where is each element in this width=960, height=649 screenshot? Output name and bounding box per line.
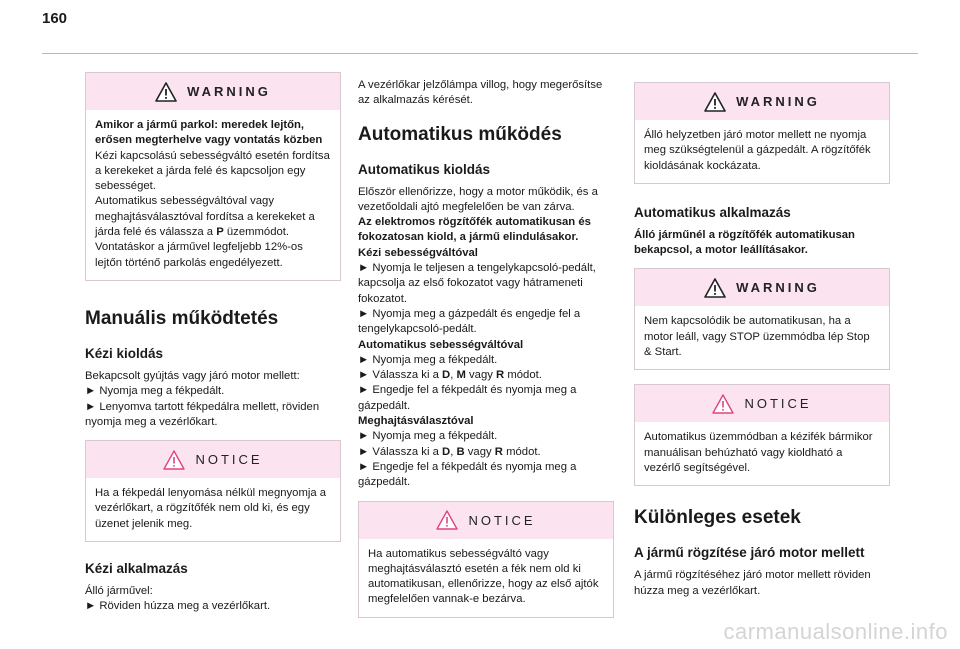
notice-box-auto-release (358, 501, 614, 618)
notice-box-release (85, 440, 341, 542)
manual-gearbox-steps: ► Nyomja le teljesen a tengelykapcsoló-pedált, kapcsolja az első fokozatot vagy hátrameneti fokozatot. ► Nyomja meg a gázpedált és engedje fel a tengelykapcsoló-pedált. (358, 262, 596, 336)
watermark: carmanualsonline.info (723, 619, 948, 644)
subsection-title-manual-release: Kézi kioldás (85, 345, 164, 361)
section-title-manual: Manuális működtetés (85, 307, 279, 329)
auto-apply-bold: Álló járműnél a rögzítőfék automatikusan bekapcsol, a motor leállításakor. (634, 228, 855, 257)
header-divider (42, 53, 918, 54)
notice-icon (163, 450, 185, 470)
warning-header (86, 73, 340, 110)
notice-text: Ha a fékpedál lenyomása nélkül megnyomja a vezérlőkart, a rögzítőfék nem old ki, és egy üzenet jelenik meg. (95, 487, 327, 530)
warning-box-stop-start (634, 268, 890, 370)
warning-text: Nem kapcsolódik be automatikusan, ha a motor leáll, vagy STOP üzemmódba lép Stop & Start. (644, 315, 870, 359)
notice-text: Ha automatikus sebességváltó vagy meghajtásválasztó esetén a fék nem old ki automatikusan, ellenőrizze, hogy az első ajtók megfelelően vannak-e bezárva. (368, 547, 599, 606)
section-title-special: Különleges esetek (634, 507, 801, 529)
subsection-title-manual-apply: Kézi alkalmazás (85, 561, 188, 577)
subsection-title-auto-apply: Automatikus alkalmazás (634, 204, 791, 220)
warning-lead: Amikor a jármű parkol: meredek lejtőn, erősen megterhelve vagy vontatás közben (95, 119, 323, 147)
notice-title: NOTICE (468, 512, 536, 528)
warning-text-manual: Kézi kapcsolású sebességváltó esetén fordítsa a kerekeket a járda felé és kapcsoljon egy sebességet. (95, 149, 330, 193)
auto-gearbox-heading: Automatikus sebességváltóval (358, 338, 524, 351)
notice-box-auto-mode (634, 384, 890, 486)
section-title-automatic: Automatikus működés (358, 123, 562, 145)
manual-apply-text: Álló járművel: ► Röviden húzza meg a vezérlőkart. (85, 585, 271, 613)
notice-icon (436, 510, 458, 530)
intro-text: A vezérlőkar jelzőlámpa villog, hogy megerősítse az alkalmazás kérését. (358, 79, 603, 107)
column-3 (634, 82, 890, 599)
warning-box-parking (85, 72, 341, 281)
column-1 (85, 72, 341, 615)
notice-header (635, 385, 889, 422)
warning-icon (704, 278, 726, 298)
auto-release-bold: Az elektromos rögzítőfék automatikusan és fokozatosan kiold, a jármű elindulásakor. (358, 216, 591, 244)
notice-title: NOTICE (195, 452, 263, 468)
manual-release-text: Bekapcsolt gyújtás vagy járó motor mellett: ► Nyomja meg a fékpedált. ► Lenyomva tartott fékpedálra mellett, röviden nyomja meg a vezérlőkart. (85, 369, 320, 428)
warning-box-accelerator (634, 82, 890, 184)
column-2 (358, 78, 614, 632)
special-text: A jármű rögzítéséhez járó motor mellett röviden húzza meg a vezérlőkart. (634, 569, 871, 597)
warning-icon (155, 82, 177, 102)
warning-icon (704, 92, 726, 112)
drive-selector-steps: ► Nyomja meg a fékpedált. ► Válassza ki a D, B vagy R módot. ► Engedje fel a fékpedált és nyomja meg a gázpedált. (358, 430, 577, 489)
warning-text-auto: Automatikus sebességváltóval vagy meghajtásválasztóval fordítsa a kerekeket a járda felé és válassza a P üzemmódot. (95, 195, 315, 239)
warning-text: Álló helyzetben járó motor mellett ne nyomja meg szükségtelenül a gázpedált. A rögzítőfék kioldásának kockázata. (644, 129, 871, 172)
warning-title: WARNING (736, 94, 820, 109)
auto-release-check: Először ellenőrizze, hogy a motor működik, és a vezetőoldali ajtó megfelelően be van zárva. (358, 185, 598, 213)
page-number: 160 (42, 10, 68, 27)
manual-gearbox-heading: Kézi sebességváltóval (358, 246, 478, 259)
warning-header (635, 269, 889, 306)
subsection-title-special: A jármű rögzítése járó motor mellett (634, 545, 865, 561)
warning-header (635, 83, 889, 120)
notice-header (359, 502, 613, 539)
drive-selector-heading: Meghajtásválasztóval (358, 415, 474, 428)
notice-title: NOTICE (744, 396, 812, 412)
warning-title: WARNING (736, 280, 820, 296)
notice-icon (712, 394, 734, 414)
auto-gearbox-steps: ► Nyomja meg a fékpedált. ► Válassza ki a D, M vagy R módot. ► Engedje fel a fékpedált és nyomja meg a gázpedált. (358, 353, 577, 412)
notice-text: Automatikus üzemmódban a kézifék bármikor manuálisan behúzható vagy kioldható a vezérlő segítségével. (644, 431, 873, 474)
notice-header (86, 441, 340, 478)
warning-title: WARNING (187, 84, 271, 99)
warning-text-towing: Vontatáskor a járművel legfeljebb 12%-os lejtőn történő parkolás engedélyezett. (95, 241, 303, 269)
subsection-title-auto-release: Automatikus kioldás (358, 161, 491, 177)
